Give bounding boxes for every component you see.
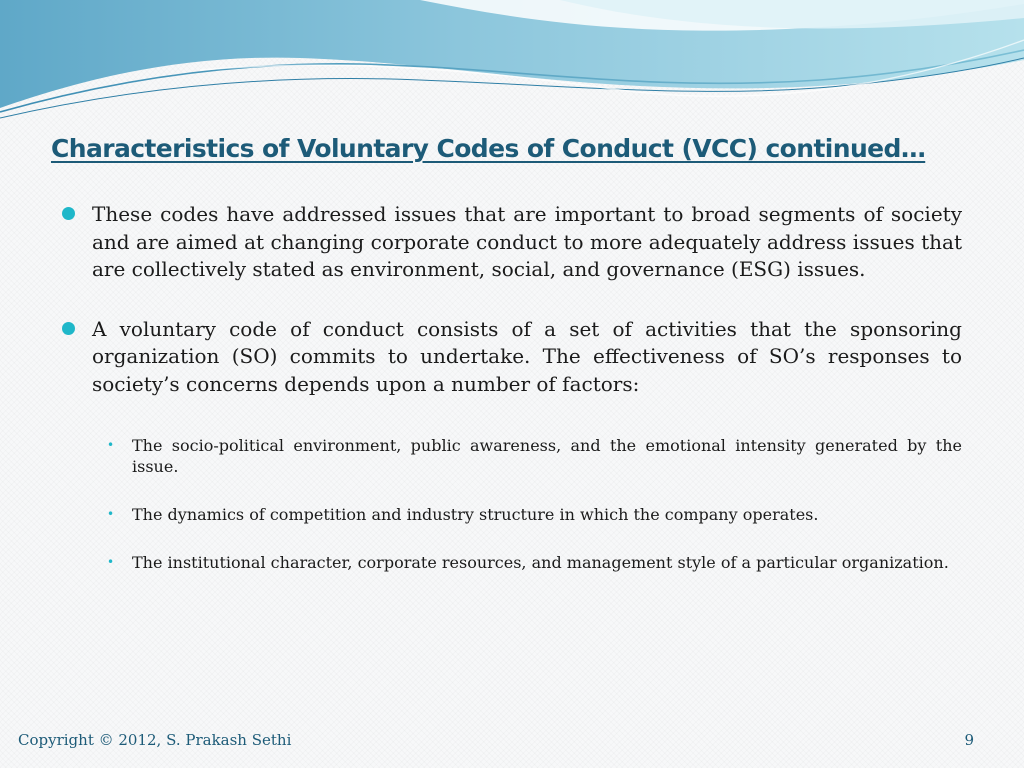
- sub-bullet-list: [60, 435, 962, 573]
- sub-bullet-icon: •: [107, 507, 115, 521]
- bullet-icon: [62, 207, 75, 220]
- sub-bullet-text: The dynamics of competition and industry structure in which the company operates.: [132, 505, 819, 524]
- sub-bullet-item: [107, 552, 962, 573]
- sub-bullet-text: The socio-political environment, public awareness, and the emotional intensity generated by the issue.: [132, 436, 962, 476]
- header-wave-decoration: [0, 0, 1024, 125]
- footer-copyright: Copyright © 2012, S. Prakash Sethi: [18, 731, 292, 749]
- page-number: 9: [964, 731, 974, 749]
- sub-bullet-icon: •: [107, 555, 115, 569]
- bullet-item: [60, 201, 962, 284]
- sub-bullet-icon: •: [107, 438, 115, 452]
- bullet-text: A voluntary code of conduct consists of a set of activities that the sponsoring organization (SO) commits to undertake. The effectiveness of SO’s responses to society’s concerns depends upon a number of factors:: [92, 316, 962, 396]
- slide-title: Characteristics of Voluntary Codes of Conduct (VCC) continued…: [51, 134, 926, 163]
- bullet-text: These codes have addressed issues that are important to broad segments of society and are aimed at changing corporate conduct to more adequately address issues that are collectively stated as environment, social, and governance (ESG) issues.: [92, 202, 962, 281]
- sub-bullet-item: [107, 435, 962, 477]
- slide-content: [60, 201, 962, 600]
- sub-bullet-text: The institutional character, corporate resources, and management style of a particular organization.: [132, 553, 949, 572]
- bullet-icon: [62, 322, 75, 335]
- sub-bullet-item: [107, 504, 962, 525]
- bullet-item: [60, 316, 962, 399]
